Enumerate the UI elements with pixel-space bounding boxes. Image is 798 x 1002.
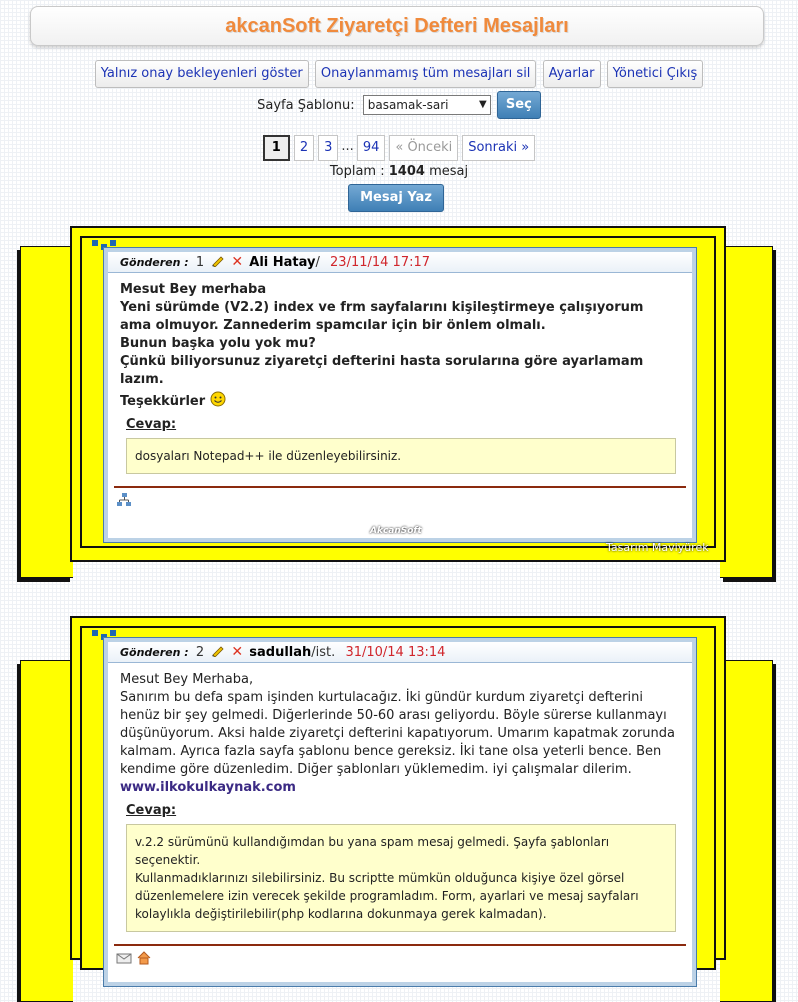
edit-pencil-icon[interactable] [211,645,225,657]
page-link-last[interactable]: 94 [357,135,386,161]
message-date: 23/11/14 17:17 [330,255,431,270]
message-line: lazım. [120,372,164,387]
panel-wing-right [720,246,773,578]
message-line: henüz bir şey gelmedi. Diğerlerinde 50-60 arası geliyordu. Böyle sürerse kullanmayı [120,708,667,723]
previous-page-button: « Önceki [389,135,458,161]
message-line: kendime göre düzenledim. Diğer şablonları yüklemedim. iyi çalışmalar dilerim. [120,762,632,777]
message-text [108,273,692,411]
thanks-text: Teşekkürler [120,394,206,409]
message-meta [108,252,692,273]
admin-logout-button[interactable]: Yönetici Çıkış [607,60,704,88]
message-number: 2 [195,645,205,660]
message-number: 1 [195,255,205,270]
pagination [0,135,798,161]
brand-label: AkcanSoft [370,526,422,536]
network-icon[interactable] [116,492,132,508]
reply-line: düzenlemelere izin verecek şekilde programladım. Form, ayarlari ve mesaj sayfaları [135,889,639,903]
message-card [0,226,798,591]
panel-wing-left [20,660,73,1002]
message-line: ama olmuyor. Zannederim spamcılar için bir önlem olmalı. [120,318,546,333]
sender-city: /ist. [311,645,336,660]
dropdown-arrow-icon: ▼ [479,99,487,110]
message-line [120,391,682,411]
delete-unapproved-button[interactable]: Onaylanmamış tüm mesajları sil [315,60,537,88]
reply-label: Cevap: [126,803,177,818]
settings-button[interactable]: Ayarlar [543,60,601,88]
message-total [0,164,798,179]
delete-x-icon[interactable]: ✕ [231,254,244,270]
message-line: Bunun başka yolu yok mu? [120,336,316,351]
designer-label: Tasarım Maviyürek [606,541,709,554]
total-suffix: mesaj [429,164,469,179]
total-prefix: Toplam : [329,164,385,179]
smiley-icon [210,391,226,407]
sender-name: Ali Hatay [249,255,316,270]
message-content [104,248,696,542]
sender-label: Gönderen : [120,646,189,659]
message-date: 31/10/14 13:14 [345,645,446,660]
message-line: düşünüyorum. Aksi halde ziyaretçi defterini kapatıyorum. Umarım kapatmak zorunda [120,726,675,741]
page-link-2[interactable]: 2 [294,135,314,161]
total-count: 1404 [388,164,425,179]
reply-line: kolaylıkla değiştirilebilir(php kodlarına dokunmaya gerek kalmadan). [135,907,547,921]
template-label: Sayfa Şablonu: [257,97,355,113]
delete-x-icon[interactable]: ✕ [231,644,244,660]
reply-label: Cevap: [126,417,177,432]
page-title: akcanSoft Ziyaretçi Defteri Mesajları [225,15,569,37]
next-page-button[interactable]: Sonraki » [462,135,535,161]
message-line: kalmam. Ayrıca fazla sayfa şablonu bence gereksiz. İki tane olsa yeterli bence. Ben [120,744,662,759]
page-current: 1 [263,135,290,161]
sender-city: / [315,255,320,270]
message-footer [108,946,692,972]
message-line: Mesut Bey Merhaba, [120,672,254,687]
message-line: Mesut Bey merhaba [120,282,267,297]
mail-icon[interactable] [116,950,132,966]
sender-label: Gönderen : [120,256,189,269]
template-select[interactable] [363,95,491,115]
admin-reply: dosyaları Notepad++ ile düzenleyebilirsiniz. [126,438,676,474]
template-selector [0,91,798,119]
page-header [30,6,764,46]
message-meta [108,642,692,663]
template-selected-value: basamak-sari [367,98,449,112]
home-icon[interactable] [136,950,152,966]
sender-name: sadullah [249,645,312,660]
panel-wing-right [720,660,773,1002]
message-card [0,616,798,956]
message-text [108,663,692,797]
message-content [104,638,696,986]
message-line: Sanırım bu defa spam işinden kurtulacağız. İki gündür kurdum ziyaretçi defterini [120,690,643,705]
page-link-3[interactable]: 3 [318,135,338,161]
panel-wing-left [20,246,73,578]
page-ellipsis: ... [341,139,354,154]
reply-line: v.2.2 sürümünü kullandığımdan bu yana spam mesaj gelmedi. Şayfa şablonları seçenektir. [135,835,610,867]
reply-line: Kullanmadıklarınızı silebilirsiniz. Bu scriptte mümkün olduğunca kişiye özel görsel [135,871,625,885]
edit-pencil-icon[interactable] [211,255,225,267]
message-footer [108,488,692,514]
show-pending-button[interactable]: Yalnız onay bekleyenleri göster [95,60,309,88]
write-message-button[interactable]: Mesaj Yaz [348,184,444,212]
message-line: Yeni sürümde (V2.2) index ve frm sayfalarını kişileştirmeye çalışıyorum [120,300,644,315]
message-line: Çünkü biliyorsunuz ziyaretçi defterini hasta sorularına göre ayarlamam [120,354,644,369]
website-link[interactable]: www.ilkokulkaynak.com [120,780,296,795]
admin-toolbar [0,60,798,88]
admin-reply [126,824,676,932]
template-submit-button[interactable]: Seç [497,91,541,119]
